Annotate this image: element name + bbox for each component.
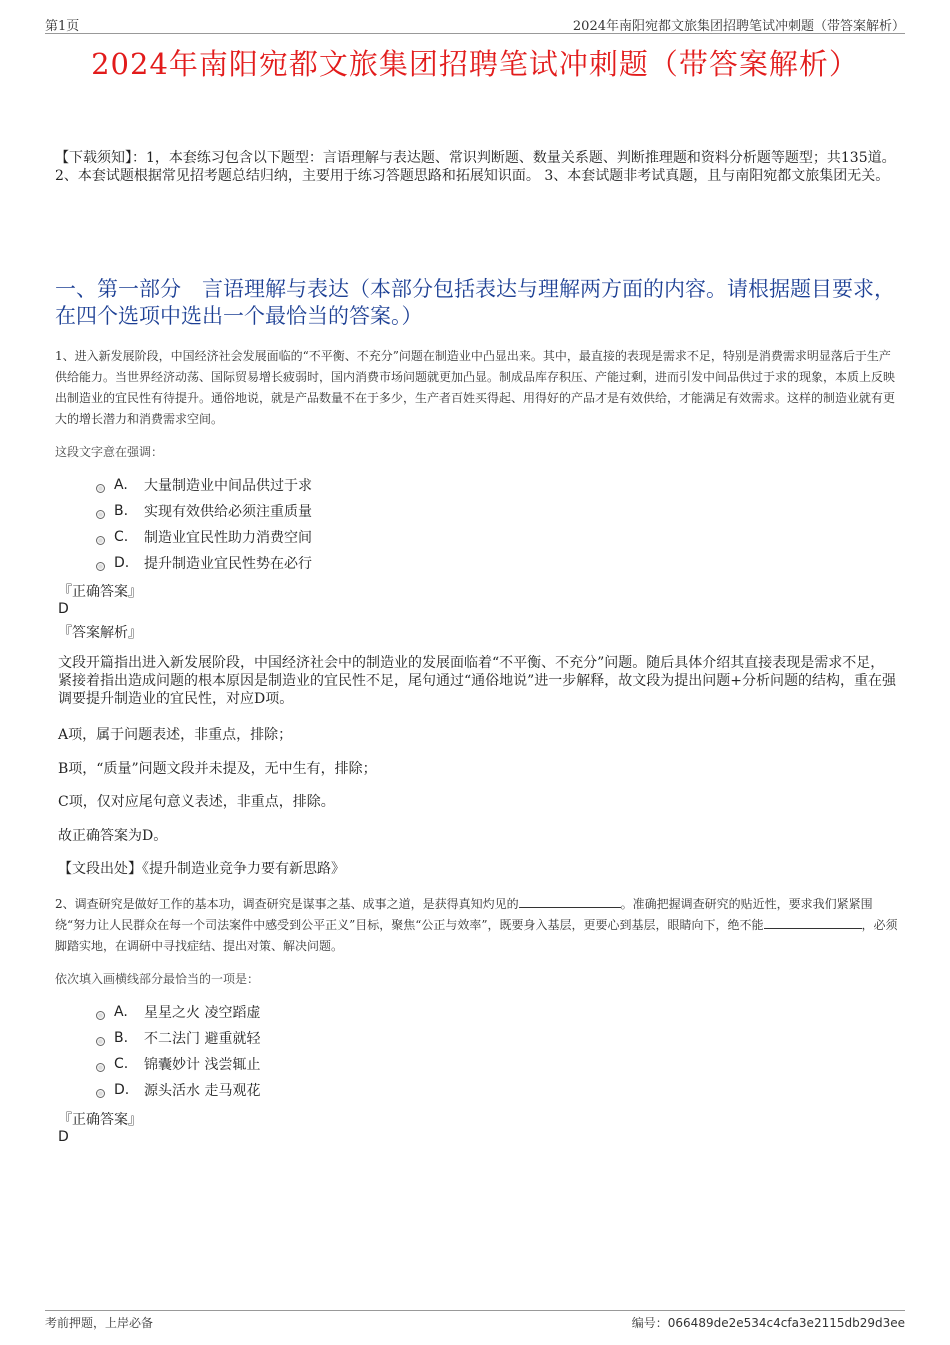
section-heading: 一、第一部分 言语理解与表达（本部分包括表达与理解两方面的内容。请根据题目要求，在四个选项中选出一个最恰当的答案。） <box>55 277 895 328</box>
document-title: 2024年南阳宛都文旅集团招聘笔试冲刺题（带答案解析） <box>91 47 859 81</box>
analysis-line-b: B项，“质量”问题文段并未提及，无中生有，排除； <box>58 761 377 777</box>
footer-slogan: 考前押题，上岸必备 <box>45 1316 154 1330</box>
option-a[interactable] <box>96 999 260 1025</box>
option-text: 实现有效供给必须注重质量 <box>144 504 312 520</box>
option-letter: A. <box>114 1004 128 1020</box>
question-1-text: 1、进入新发展阶段，中国经济社会发展面临的“不平衡、不充分”问题在制造业中凸显出来。其中，最直接的表现是需求不足，特别是消费需求明显落后于生产供给能力。当世界经济动荡、国际贸易增长疲弱时，国内消费市场问题就更加凸显。制成品库存积压、产能过剩，进而引发中间品供过于求的现象，本质上反映出制造业的宜民性有待提升。通俗地说，就是产品数量不在于多少，生产者百姓买得起、用得好的产品才是有效供给，才能满足有效需求。这样的制造业就有更大的增长潜力和消费需求空间。 <box>55 349 896 426</box>
question-2-text-part1: 2、调查研究是做好工作的基本功，调查研究是谋事之基、成事之道，是获得真知灼见的 <box>55 897 519 911</box>
question-2-text <box>55 894 900 957</box>
question-2-options <box>96 999 260 1103</box>
download-notice: 【下载须知】：1，本套练习包含以下题型：言语理解与表达题、常识判断题、数量关系题、判断推理题和资料分析题等题型；共135道。 2、本套试题根据常见招考题总结归纳，主要用于练习答题思路和拓展知识面。 3、本套试题非考试真题，且与南阳宛都文旅集团无关。 <box>55 150 896 184</box>
option-letter: B. <box>114 503 129 519</box>
footer-code-value: 066489de2e534c4cfa3e2115db29d3ee <box>667 1316 905 1330</box>
option-letter: C. <box>114 529 129 545</box>
question-1-prompt: 这段文字意在强调： <box>55 445 164 459</box>
radio-icon[interactable] <box>96 536 105 545</box>
option-letter: D. <box>114 1082 130 1098</box>
question-2-prompt: 依次填入画横线部分最恰当的一项是： <box>55 972 260 986</box>
footer-code <box>632 1314 905 1331</box>
analysis-line-c: C项，仅对应尾句意义表述，非重点，排除。 <box>58 794 335 810</box>
question-1-options <box>96 472 312 576</box>
option-c[interactable] <box>96 1051 260 1077</box>
analysis-source: 【文段出处】《提升制造业竞争力要有新思路》 <box>58 861 345 877</box>
radio-icon[interactable] <box>96 1063 105 1072</box>
footer-divider <box>45 1310 905 1311</box>
option-a[interactable] <box>96 472 312 498</box>
radio-icon[interactable] <box>96 510 105 519</box>
option-text: 星星之火 凌空蹈虚 <box>144 1005 261 1021</box>
radio-icon[interactable] <box>96 562 105 571</box>
option-text: 大量制造业中间品供过于求 <box>144 478 312 494</box>
answer-blank <box>519 895 621 908</box>
radio-icon[interactable] <box>96 1011 105 1020</box>
radio-icon[interactable] <box>96 484 105 493</box>
option-letter: A. <box>114 477 128 493</box>
option-d[interactable] <box>96 550 312 576</box>
question-2-text-part3: ，必须脚踏实地，在调研中寻找症结、提出对策、解决问题。 <box>55 918 898 953</box>
option-letter: C. <box>114 1056 129 1072</box>
answer-blank <box>764 916 862 929</box>
answer-label: 『正确答案』 <box>58 1112 142 1128</box>
option-b[interactable] <box>96 1025 260 1051</box>
option-text: 源头活水 走马观花 <box>144 1083 261 1099</box>
page-number: 第1页 <box>45 19 80 34</box>
option-c[interactable] <box>96 524 312 550</box>
option-text: 不二法门 避重就轻 <box>144 1031 261 1047</box>
question-2-text-part2: 。准确把握调查研究的贴近性，要求我们紧紧围绕“努力让人民群众在每一个司法案件中感受到公平正义”目标，聚焦“公正与效率”，既要身入基层，更要心到基层，眼睛向下，绝不能 <box>55 897 873 932</box>
answer-value: D <box>58 601 69 617</box>
option-d[interactable] <box>96 1077 260 1103</box>
header-divider <box>45 33 905 34</box>
analysis-conclusion: 故正确答案为D。 <box>58 828 168 844</box>
analysis-line-a: A项，属于问题表述，非重点，排除； <box>58 727 293 743</box>
running-header-title: 2024年南阳宛都文旅集团招聘笔试冲刺题（带答案解析） <box>572 19 905 34</box>
option-text: 锦囊妙计 浅尝辄止 <box>144 1057 261 1073</box>
option-text: 制造业宜民性助力消费空间 <box>144 530 312 546</box>
answer-value: D <box>58 1129 69 1145</box>
radio-icon[interactable] <box>96 1037 105 1046</box>
option-letter: D. <box>114 555 130 571</box>
option-letter: B. <box>114 1030 129 1046</box>
footer-code-label: 编号： <box>631 1316 668 1330</box>
radio-icon[interactable] <box>96 1089 105 1098</box>
option-b[interactable] <box>96 498 312 524</box>
analysis-paragraph: 文段开篇指出进入新发展阶段，中国经济社会中的制造业的发展面临着“不平衡、不充分”问题。随后具体介绍其直接表现是需求不足，紧接着指出造成问题的根本原因是制造业的宜民性不足，尾句通过“通俗地说”进一步解释，故文段为提出问题+分析问题的结构，重在强调要提升制造业的宜民性，对应D项。 <box>58 655 897 707</box>
answer-label: 『正确答案』 <box>58 584 142 600</box>
option-text: 提升制造业宜民性势在必行 <box>144 556 312 572</box>
analysis-label: 『答案解析』 <box>58 625 142 641</box>
